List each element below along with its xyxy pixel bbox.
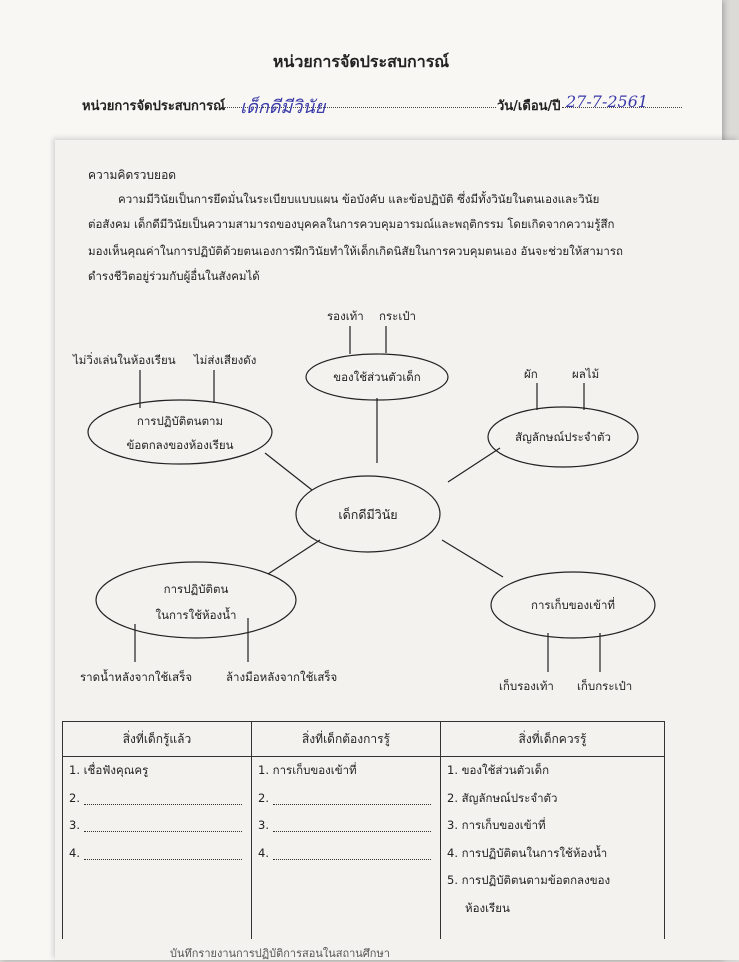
leaf-store-bag: เก็บกระเป๋า	[577, 679, 633, 693]
list-item: 1. เชื่อฟังคุณครู	[69, 763, 149, 777]
list-item: 2. สัญลักษณ์ประจำตัว	[447, 790, 558, 805]
list-item: 3.	[252, 812, 440, 840]
connector-line	[442, 540, 503, 577]
list-item: 4.	[63, 840, 251, 868]
concept-line: ดำรงชีวิตอยู่ร่วมกับผู้อื่นในสังคมได้	[88, 269, 260, 283]
list-item: 1. การเก็บของเข้าที่	[258, 763, 357, 777]
classroom-node-line1: การปฏิบัติตนตาม	[136, 414, 224, 428]
should-column	[441, 757, 665, 940]
table-header-want: สิ่งที่เด็กต้องการรู้	[252, 722, 441, 757]
list-item: 1. ของใช้ส่วนตัวเด็ก	[447, 763, 550, 777]
leaf-store-shoes: เก็บรองเท้า	[499, 679, 554, 693]
concept-title: ความคิดรวบยอด	[88, 168, 177, 182]
leaf-no-noise: ไม่ส่งเสียงดัง	[194, 353, 257, 367]
list-item: ห้องเรียน	[465, 900, 510, 915]
list-item: 5. การปฏิบัติตนตามข้อตกลงของ	[447, 873, 611, 887]
date-handwritten-value: 27-7-2561	[566, 92, 649, 111]
center-node-label: เด็กดีมีวินัย	[338, 507, 398, 522]
leaf-no-running: ไม่วิ่งเล่นในห้องเรียน	[73, 353, 176, 367]
page-title: หน่วยการจัดประสบการณ์	[272, 52, 450, 71]
list-item: 3. การเก็บของเข้าที่	[447, 818, 546, 832]
leaf-wash-hands: ล้างมือหลังจากใช้เสร็จ	[226, 670, 338, 684]
toilet-ellipse	[96, 562, 296, 638]
footer-text: บันทึกรายงานการปฏิบัติการสอนในสถานศึกษา	[170, 947, 390, 960]
leaf-vegetable: ผัก	[524, 367, 538, 381]
storing-node-label: การเก็บของเข้าที่	[530, 598, 615, 612]
concept-line: มองเห็นคุณค่าในการปฏิบัติด้วยตนเองการฝึกวินัยทำให้เด็กเกิดนิสัยในการควบคุมตนเอง อันจะช่วยให้สามารถ	[88, 244, 623, 258]
toilet-node-line1: การปฏิบัติตน	[163, 582, 229, 596]
table-header-known: สิ่งที่เด็กรู้แล้ว	[63, 722, 252, 757]
knowledge-table	[62, 721, 665, 939]
personal-node-label: ของใช้ส่วนตัวเด็ก	[333, 370, 421, 384]
leaf-flush: ราดน้ำหลังจากใช้เสร็จ	[80, 670, 193, 684]
list-item: 2.	[63, 785, 251, 813]
connector-line	[268, 540, 320, 574]
classroom-node-line2: ข้อตกลงของห้องเรียน	[126, 438, 234, 452]
list-item: 3.	[63, 812, 251, 840]
toilet-node-line2: ในการใช้ห้องน้ำ	[155, 608, 237, 622]
date-label: วัน/เดือน/ปี	[497, 99, 561, 114]
list-item: 4. การปฏิบัติตนในการใช้ห้องน้ำ	[447, 845, 608, 860]
connector-line	[448, 448, 500, 482]
unit-handwritten-value: เด็กดีมีวินัย	[240, 97, 326, 118]
leaf-bag: กระเป๋า	[379, 309, 417, 323]
leaf-shoes: รองเท้า	[327, 309, 364, 323]
concept-line: ความมีวินัยเป็นการยึดมั่นในระเบียบแบบแผน ข้อบังคับ และข้อปฏิบัติ ซึ่งมีทั้งวินัยในตนเองและวินัย	[118, 192, 600, 206]
concept-line: ต่อสังคม เด็กดีมีวินัยเป็นความสามารถของบุคคลในการควบคุมอารมณ์และพฤติกรรม โดยเกิดจากความรู้สึก	[88, 217, 615, 231]
list-item: 2.	[252, 785, 440, 813]
connector-line	[265, 453, 312, 490]
leaf-fruit: ผลไม้	[572, 367, 600, 381]
known-column	[63, 757, 252, 940]
symbol-node-label: สัญลักษณ์ประจำตัว	[515, 430, 611, 444]
unit-label: หน่วยการจัดประสบการณ์	[82, 99, 226, 114]
want-column	[252, 757, 441, 940]
list-item: 4.	[252, 840, 440, 868]
table-header-should: สิ่งที่เด็กควรรู้	[441, 722, 665, 757]
